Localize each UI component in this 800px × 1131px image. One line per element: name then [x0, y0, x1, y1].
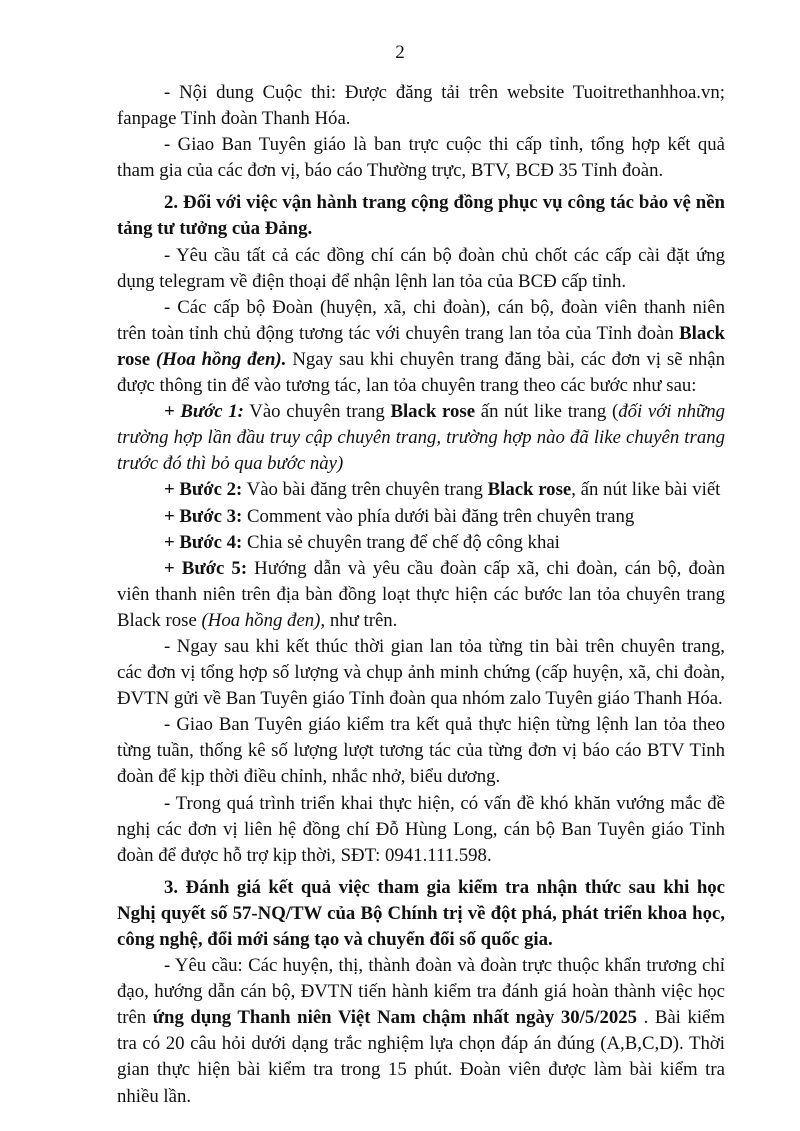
step-5: + Bước 5: Hướng dẫn và yêu cầu đoàn cấp xã, chi đoàn, cán bộ, đoàn viên thanh niên trên địa bàn đồng loạt thực hiện các bước lan tỏa chuyên trang Black rose (Hoa hồng đen), như trên.	[117, 557, 725, 631]
paragraph-test-requirement: - Yêu cầu: Các huyện, thị, thành đoàn và đoàn trực thuộc khẩn trương chỉ đạo, hướng dẫn cán bộ, ĐVTN tiến hành kiểm tra đánh giá hoàn thành việc học trên ứng dụng Thanh niên Việt Nam chậm nhất ngày 30/5/2025 . Bài kiểm tra có 20 câu hỏi dưới dạng trắc nghiệm lựa chọn đáp án đúng (A,B,C,D). Thời gian thực hiện bài kiểm tra trong 15 phút. Đoàn viên được làm bài kiểm tra nhiều lần.	[117, 955, 726, 1107]
document-body	[117, 80, 725, 1110]
paragraph-contest-content: - Nội dung Cuộc thi: Được đăng tải trên website Tuoitrethanhhoa.vn; fanpage Tỉnh đoàn Thanh Hóa.	[117, 82, 725, 130]
step-3: + Bước 3: Comment vào phía dưới bài đăng trên chuyên trang	[164, 505, 635, 527]
paragraph-contact: - Trong quá trình triển khai thực hiện, có vấn đề khó khăn vướng mắc đề nghị các đơn vị liên hệ đồng chí Đỗ Hùng Long, cán bộ Ban Tuyên giáo Tỉnh đoàn để được hỗ trợ kịp thời, SĐT: 0941.111.598.	[117, 792, 725, 866]
paragraph-report-evidence: - Ngay sau khi kết thúc thời gian lan tỏa từng tin bài trên chuyên trang, các đơn vị tổng hợp số lượng và chụp ảnh minh chứng (cấp huyện, xã, chi đoàn, ĐVTN gửi về Ban Tuyên giáo Tỉnh đoàn qua nhóm zalo Tuyên giáo Thanh Hóa.	[117, 635, 725, 710]
page-number: 2	[395, 42, 405, 63]
paragraph-contest-duty: - Giao Ban Tuyên giáo là ban trực cuộc thi cấp tỉnh, tổng hợp kết quả tham gia của các đơn vị, báo cáo Thường trực, BTV, BCĐ 35 Tỉnh đoàn.	[117, 134, 725, 182]
section-3-heading: 3. Đánh giá kết quả việc tham gia kiểm tra nhận thức sau khi học Nghị quyết số 57-NQ/TW của Bộ Chính trị về đột phá, phát triển khoa học, công nghệ, đổi mới sáng tạo và chuyển đổi số quốc gia.	[117, 876, 725, 950]
paragraph-telegram-requirement: - Yêu cầu tất cả các đồng chí cán bộ đoàn chủ chốt các cấp cài đặt ứng dụng telegram về điện thoại để nhận lệnh lan tỏa của BCĐ cấp tỉnh.	[117, 244, 725, 292]
step-4: + Bước 4: Chia sẻ chuyên trang để chế độ công khai	[164, 531, 560, 553]
paragraph-interaction-intro: - Các cấp bộ Đoàn (huyện, xã, chi đoàn), cán bộ, đoàn viên thanh niên trên toàn tỉnh chủ động tương tác với chuyên trang lan tỏa của Tỉnh đoàn Black rose (Hoa hồng đen). Ngay sau khi chuyên trang đăng bài, các đơn vị sẽ nhận được thông tin để vào tương tác, lan tỏa chuyên trang theo các bước như sau:	[117, 296, 726, 397]
section-2-heading: 2. Đối với việc vận hành trang cộng đồng phục vụ công tác bảo vệ nền tảng tư tưởng của Đảng.	[117, 192, 725, 240]
step-2: + Bước 2: Vào bài đăng trên chuyên trang Black rose, ấn nút like bài viết	[164, 479, 721, 501]
paragraph-weekly-check: - Giao Ban Tuyên giáo kiểm tra kết quả thực hiện từng lệnh lan tỏa theo từng tuần, thống kê số lượng lượt tương tác của từng đơn vị báo cáo BTV Tỉnh đoàn để kịp thời điều chỉnh, nhắc nhở, biểu dương.	[117, 714, 725, 788]
step-1: + Bước 1: Vào chuyên trang Black rose ấn nút like trang (đối với những trường hợp lần đầu truy cập chuyên trang, trường hợp nào đã like chuyên trang trước đó thì bỏ qua bước này)	[117, 401, 725, 475]
